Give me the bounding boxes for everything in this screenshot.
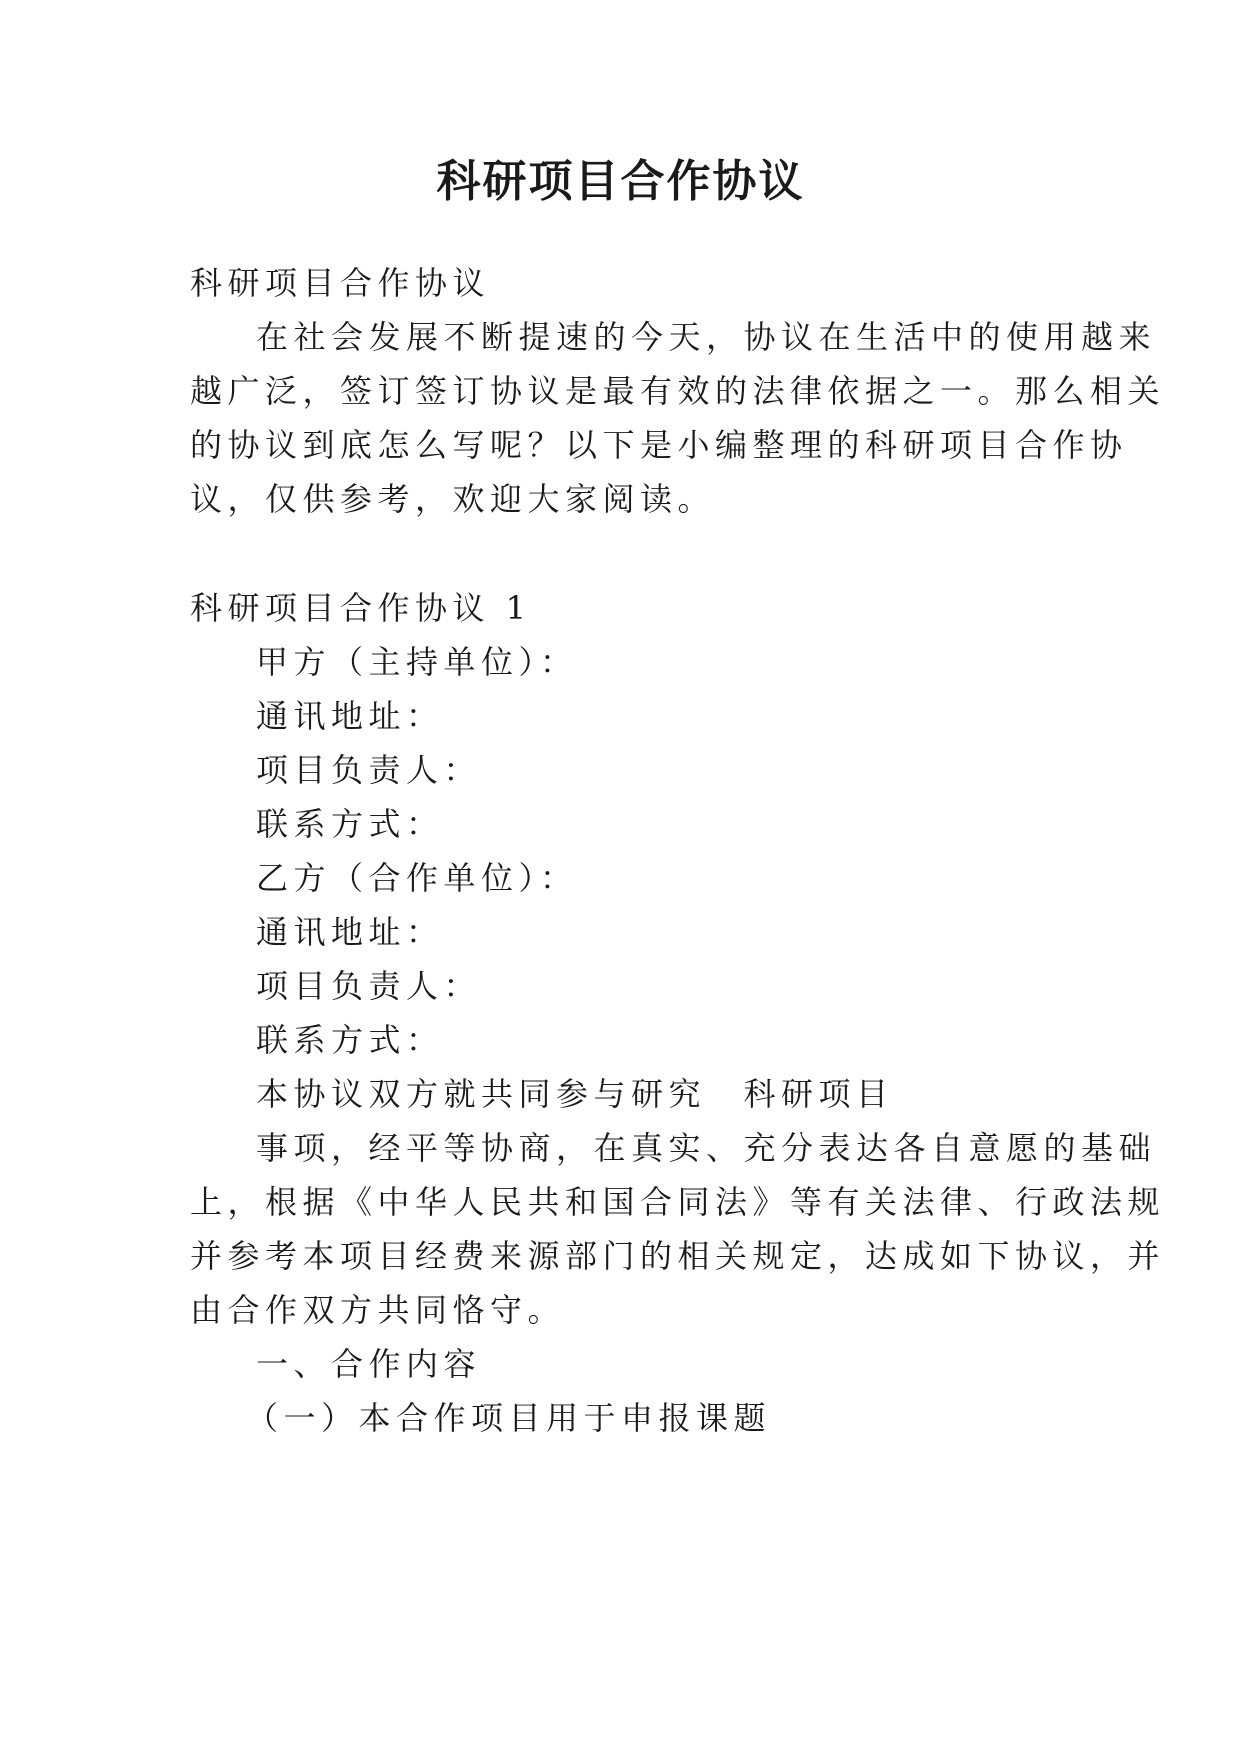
agreement-body-line-4: 由合作双方共同恪守。 <box>190 1291 566 1329</box>
intro-line-3: 的协议到底怎么写呢？以下是小编整理的科研项目合作协 <box>190 426 1128 464</box>
party-a-contact: 联系方式： <box>256 805 444 843</box>
agreement-body-line-1: 事项，经平等协商，在真实、充分表达各自意愿的基础 <box>256 1129 1157 1167</box>
party-b-address: 通讯地址： <box>256 913 444 951</box>
intro-line-2: 越广泛，签订签订协议是最有效的法律依据之一。那么相关 <box>190 372 1166 410</box>
party-b-contact: 联系方式： <box>256 1021 444 1059</box>
clause-1-heading: 一、合作内容 <box>256 1345 482 1383</box>
clause-1-1: （一）本合作项目用于申报课题 <box>246 1399 772 1437</box>
agreement-intro: 本协议双方就共同参与研究 科研项目 <box>256 1075 894 1113</box>
party-a-address: 通讯地址： <box>256 697 444 735</box>
intro-line-1: 在社会发展不断提速的今天，协议在生活中的使用越来 <box>256 318 1157 356</box>
party-a-leader: 项目负责人： <box>256 751 482 789</box>
party-a-label: 甲方（主持单位）： <box>256 643 578 681</box>
document-title: 科研项目合作协议 <box>436 156 805 207</box>
section-heading: 科研项目合作协议 1 <box>190 589 532 627</box>
agreement-body-line-2: 上，根据《中华人民共和国合同法》等有关法律、行政法规 <box>190 1183 1166 1221</box>
document-subtitle: 科研项目合作协议 <box>190 264 491 302</box>
party-b-leader: 项目负责人： <box>256 967 482 1005</box>
party-b-label: 乙方（合作单位）： <box>256 859 578 897</box>
intro-line-4: 议，仅供参考，欢迎大家阅读。 <box>190 480 716 518</box>
agreement-body-line-3: 并参考本项目经费来源部门的相关规定，达成如下协议，并 <box>190 1237 1166 1275</box>
